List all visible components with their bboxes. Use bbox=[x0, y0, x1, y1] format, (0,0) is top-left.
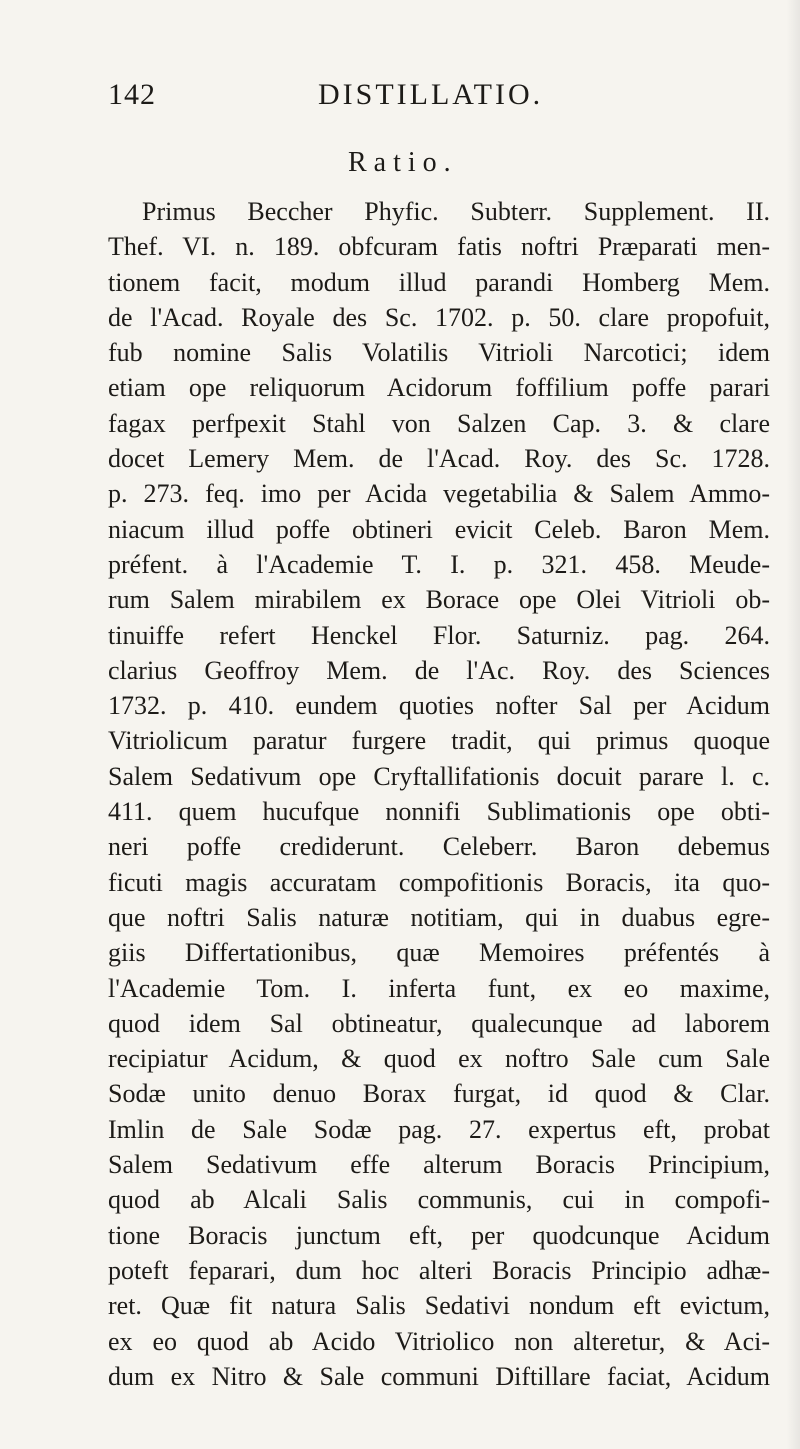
text-line: quod ab Alcali Salis communis, cui in compofi- bbox=[108, 1185, 770, 1215]
text-line: Salem Sedativum ope Cryftallifationis docuit parare l. c. bbox=[108, 761, 770, 791]
text-line: que noftri Salis naturæ notitiam, qui in duabus egre- bbox=[108, 902, 770, 932]
page-edge-shadow bbox=[786, 0, 800, 1449]
text-line: docet Lemery Mem. de l'Acad. Roy. des Sc. 1728. bbox=[108, 444, 770, 474]
section-title: Ratio. bbox=[348, 147, 458, 178]
text-line: 411. quem hucufque nonnifi Sublimationis ope obti- bbox=[108, 797, 770, 827]
text-line: neri poffe crediderunt. Celeberr. Baron debemus bbox=[108, 832, 770, 862]
text-line: dum ex Nitro & Sale communi Diftillare faciat, Acidum bbox=[108, 1361, 770, 1391]
text-line: giis Differtationibus, quæ Memoires préfentés à bbox=[108, 938, 770, 968]
text-line: Salem Sedativum effe alterum Boracis Principium, bbox=[108, 1150, 770, 1180]
text-line: ficuti magis accuratam compofitionis Boracis, ita quo- bbox=[108, 867, 770, 897]
text-line: Primus Beccher Phyfic. Subterr. Supplement. II. bbox=[142, 197, 770, 226]
text-line: poteft feparari, dum hoc alteri Boracis Principio adhæ- bbox=[108, 1255, 770, 1285]
text-line: tionem facit, modum illud parandi Homberg Mem. bbox=[108, 267, 770, 297]
text-line: Imlin de Sale Sodæ pag. 27. expertus eft, probat bbox=[108, 1114, 770, 1144]
text-line: fub nomine Salis Volatilis Vitrioli Narcotici; idem bbox=[108, 338, 770, 368]
text-line: Sodæ unito denuo Borax furgat, id quod & Clar. bbox=[108, 1079, 770, 1109]
text-line: fagax perfpexit Stahl von Salzen Cap. 3. & clare bbox=[108, 408, 770, 438]
text-line: etiam ope reliquorum Acidorum foffilium poffe parari bbox=[108, 373, 770, 403]
running-head: DISTILLATIO. bbox=[318, 78, 544, 111]
text-line: 1732. p. 410. eundem quoties nofter Sal per Acidum bbox=[108, 691, 770, 721]
text-line: tinuiffe refert Henckel Flor. Saturniz. pag. 264. bbox=[108, 620, 770, 650]
text-line: niacum illud poffe obtineri evicit Celeb. Baron Mem. bbox=[108, 514, 770, 544]
page-number: 142 bbox=[108, 78, 156, 111]
text-line: ret. Quæ fit natura Salis Sedativi nondum eft evictum, bbox=[108, 1291, 770, 1321]
text-line: rum Salem mirabilem ex Borace ope Olei Vitrioli ob- bbox=[108, 585, 770, 615]
text-line: Thef. VI. n. 189. obfcuram fatis noftri Præparati men- bbox=[108, 232, 770, 262]
text-line: tione Boracis junctum eft, per quodcunque Acidum bbox=[108, 1220, 770, 1250]
text-line: p. 273. feq. imo per Acida vegetabilia & Salem Ammo- bbox=[108, 479, 770, 509]
text-line: clarius Geoffroy Mem. de l'Ac. Roy. des Sciences bbox=[108, 655, 770, 685]
text-line: recipiatur Acidum, & quod ex noftro Sale cum Sale bbox=[108, 1044, 770, 1074]
text-line: préfent. à l'Academie T. I. p. 321. 458. Meude- bbox=[108, 549, 770, 579]
body-text bbox=[108, 194, 770, 1394]
text-line: de l'Acad. Royale des Sc. 1702. p. 50. clare propofuit, bbox=[108, 302, 770, 332]
text-line: quod idem Sal obtineatur, qualecunque ad laborem bbox=[108, 1008, 770, 1038]
text-line: Vitriolicum paratur furgere tradit, qui primus quoque bbox=[108, 726, 770, 756]
text-line: ex eo quod ab Acido Vitriolico non alteretur, & Aci- bbox=[108, 1326, 770, 1356]
text-line: l'Academie Tom. I. inferta funt, ex eo maxime, bbox=[108, 973, 770, 1003]
page-header bbox=[108, 78, 718, 118]
